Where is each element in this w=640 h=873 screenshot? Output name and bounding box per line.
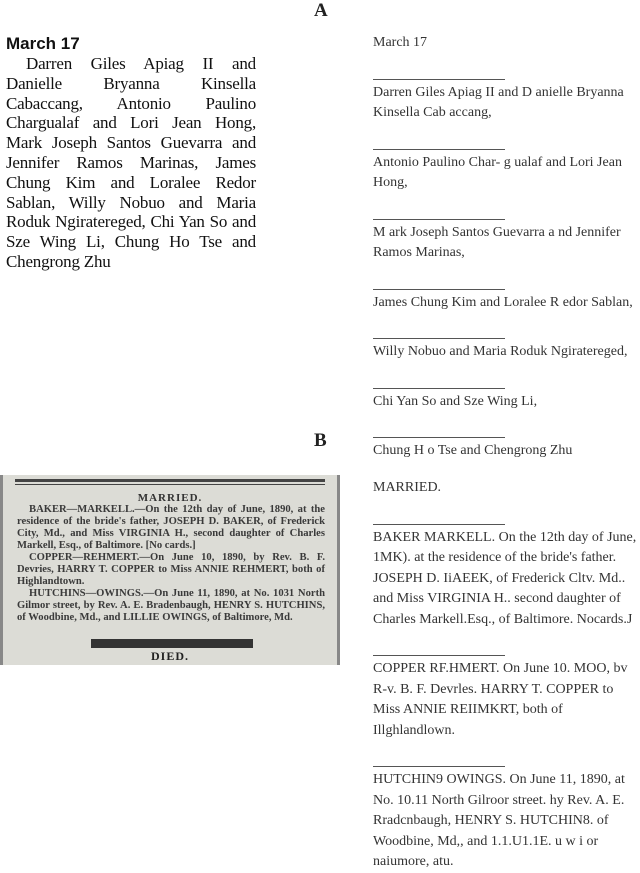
clipping-heading: MARRIED. [137, 492, 203, 504]
clipping-footer: DIED. [150, 649, 189, 663]
separator-line [373, 276, 505, 290]
ocr-entry: COPPER RF.HMERT. On June 10. MOO, bv R-v. B. F. Devrles. HARRY T. COPPER to Miss ANNIE REIIMKRT, both of Illghlandlown. [373, 661, 628, 738]
separator-line [373, 642, 505, 656]
ocr-entry: M ark Joseph Santos Guevarra a nd Jennifer Ramos Marinas, [373, 224, 621, 260]
ocr-entry: Chi Yan So and Sze Wing Li, [373, 393, 538, 409]
original-announcement-a [6, 34, 256, 272]
ocr-heading: MARRIED. [373, 480, 442, 495]
separator-line [373, 375, 505, 389]
separator-line [373, 424, 505, 438]
separator-line [373, 136, 505, 150]
ocr-entry: Darren Giles Apiag II and D anielle Bryanna Kinsella Cab accang, [373, 84, 624, 120]
ocr-heading: March 17 [373, 35, 428, 50]
separator-line [373, 206, 505, 220]
panel-b-label: B [314, 430, 327, 451]
separator-line [373, 66, 505, 80]
separator-line [373, 511, 505, 525]
separator-line [373, 753, 505, 767]
ocr-entry: Willy Nobuo and Maria Roduk Ngiratereged, [373, 344, 628, 359]
ocr-entry: Antonio Paulino Char- g ualaf and Lori Jean Hong, [373, 154, 622, 190]
separator-line [373, 325, 505, 339]
ocr-entry: Chung H o Tse and Chengrong Zhu [373, 443, 573, 458]
original-heading: March 17 [6, 34, 80, 53]
original-body: Darren Giles Apiag II and Danielle Bryanna Kinsella Cabaccang, Antonio Paulino Chargualaf and Lori Jean Hong, Mark Joseph Santos Guevarra and Jennifer Ramos Marinas, James Chung Kim and Loralee Redor Sablan, Willy Nobuo and Maria Roduk Ngiratereged, Chi Yan So and Sze Wing Li, Chung Ho Tse and Chengrong Zhu [6, 54, 256, 271]
clipping-paragraph: HUTCHINS—OWINGS.—On June 11, 1890, at No. 1031 North Gilmor street, by Rev. A. E. Bradenbaugh, HENRY S. HUTCHINS, of Woodbine, Md., and LILLIE OWINGS, of Baltimore, Md. [17, 588, 325, 623]
ocr-text-a [373, 33, 638, 462]
panel-a-label: A [314, 0, 328, 21]
top-rule [15, 479, 325, 485]
divider-bar [91, 639, 253, 648]
ocr-entry: BAKER MARKELL. On the 12th day of June, 1MK). at the residence of the bride's father. JOSEPH D. IiAEEK, of Frederick Cltv. Md.. and Miss VIRGINIA H.. second daughter of Charles Markell.Esq., of Baltimore. Nocards.J [373, 529, 637, 627]
ocr-entry: James Chung Kim and Loralee R edor Sablan, [373, 294, 633, 310]
newspaper-clipping [0, 475, 340, 665]
clipping-paragraph: BAKER—MARKELL.—On the 12th day of June, 1890, at the residence of the bride's father, JOSEPH D. BAKER, of Frederick City, Md., and Miss VIRGINIA H., second daughter of Charles Markell, Esq., of Baltimore. [No cards.] [17, 504, 325, 551]
ocr-text-b [373, 478, 638, 873]
ocr-entry: HUTCHIN9 OWINGS. On June 11, 1890, at No. 10.11 North Gilroor street. hy Rev. A. E. Rradcnbaugh, HENRY S. HUTCHIN8. of Woodbine, Md,, and 1.1.U1.1E. u w i or naiumore, atu. [373, 772, 625, 869]
clipping-paragraph: COPPER—REHMERT.—On June 10, 1890, by Rev. B. F. Devries, HARRY T. COPPER to Miss ANNIE REHMERT, both of Highlandtown. [17, 552, 325, 587]
